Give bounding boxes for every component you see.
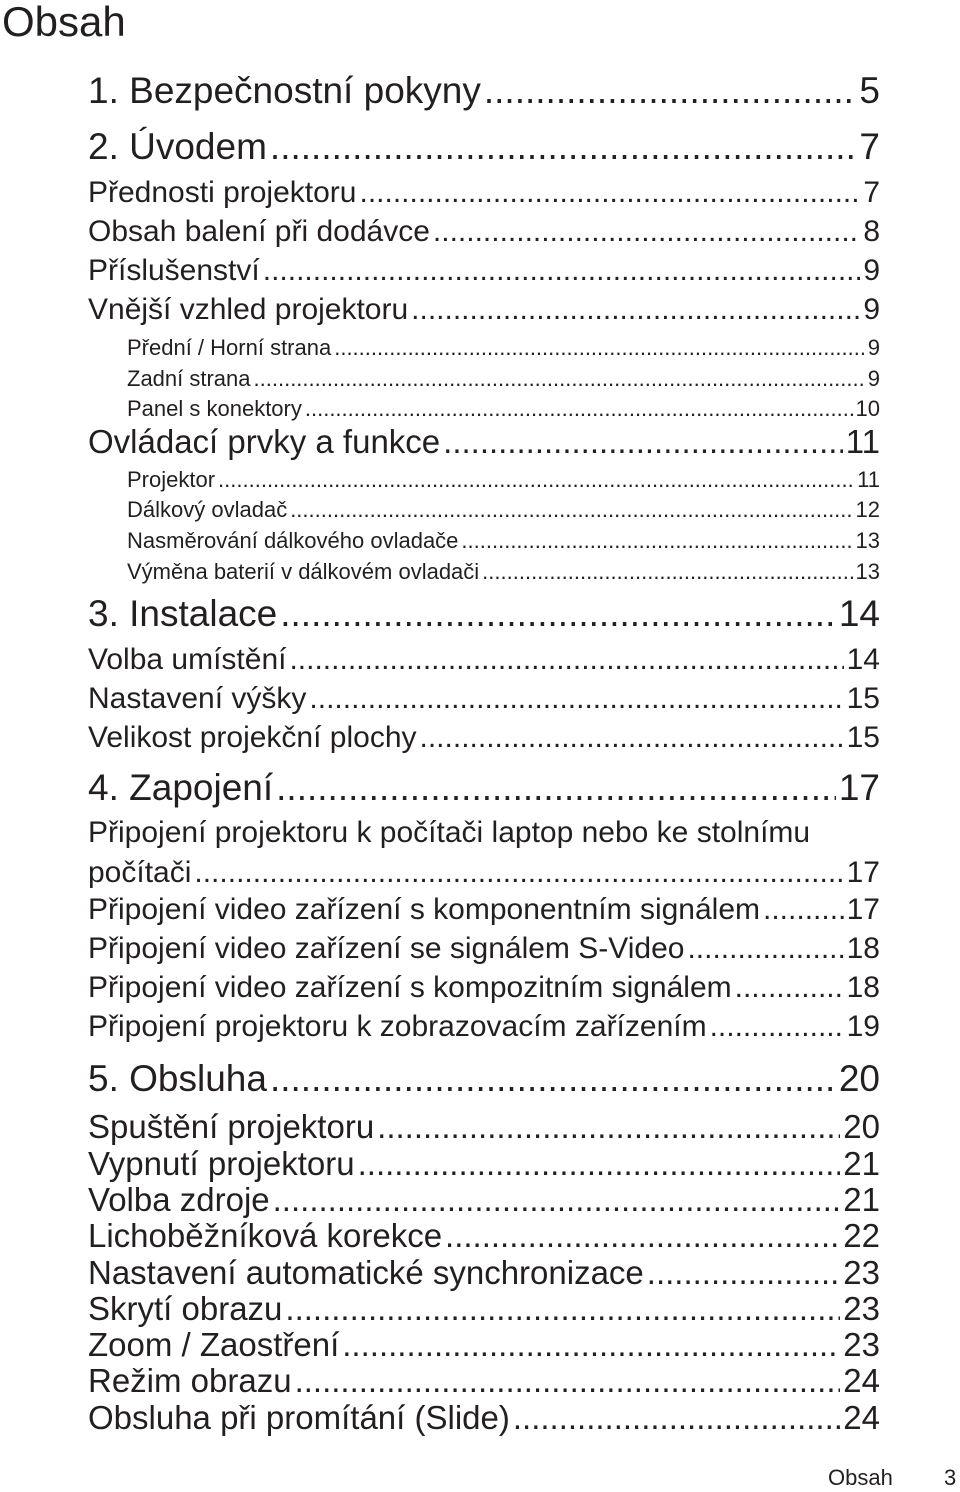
toc-entry-label: Spuštění projektoru <box>88 1108 375 1145</box>
toc-dot-leader <box>433 215 860 249</box>
toc-entry-page: 21 <box>843 1181 880 1218</box>
toc-entry-label: Přední / Horní strana <box>127 335 332 360</box>
toc-entry-page: 18 <box>846 971 880 1004</box>
toc-entry-page: 9 <box>867 366 880 391</box>
toc-entry-page: 15 <box>846 682 880 715</box>
toc-dot-leader <box>254 366 865 392</box>
toc-entry-zapojeni[interactable] <box>88 767 880 809</box>
toc-entry-continuation <box>88 853 880 893</box>
toc-entry-volba-umisteni[interactable] <box>88 643 880 677</box>
toc-entry-label: Zoom / Zaostření <box>88 1326 340 1363</box>
toc-entry-nasmerovani[interactable] <box>127 528 880 554</box>
toc-entry-page: 11 <box>845 423 880 460</box>
toc-entry-label: Přednosti projektoru <box>88 176 357 209</box>
toc-entry-vypnuti[interactable] <box>88 1145 880 1183</box>
toc-entry-komponentni[interactable] <box>88 893 880 927</box>
toc-entry-prislusenstvi[interactable] <box>88 254 880 288</box>
toc-entry-label: Příslušenství <box>88 254 260 287</box>
toc-entry-label: 5. Obsluha <box>88 1058 267 1099</box>
toc-entry-dalkovy-ovladac[interactable] <box>127 497 880 523</box>
toc-entry-label: Ovládací prvky a funkce <box>88 423 441 460</box>
toc-dot-leader <box>482 559 852 585</box>
toc-entry-label: Volba umístění <box>88 643 287 676</box>
toc-dot-leader <box>309 682 843 716</box>
toc-entry-ovladaci-prvky[interactable] <box>88 423 880 461</box>
toc-dot-leader <box>359 176 860 210</box>
toc-entry-page: 9 <box>863 293 880 326</box>
toc-entry-page: 23 <box>843 1254 880 1291</box>
toc-entry-label: Připojení video zařízení s kompozitním signálem <box>88 971 732 1004</box>
toc-entry-label: 4. Zapojení <box>88 767 274 808</box>
toc-entry-label: Nastavení automatické synchronizace <box>88 1254 644 1291</box>
toc-entry-vnejsi-vzhled[interactable] <box>88 293 880 327</box>
toc-dot-leader <box>290 497 852 523</box>
toc-dot-leader <box>295 1362 841 1400</box>
toc-dot-leader <box>377 1108 840 1146</box>
toc-entry-page: 17 <box>838 767 880 808</box>
toc-entry-page: 7 <box>859 126 880 167</box>
toc-entry-uvodem[interactable] <box>88 126 880 168</box>
toc-entry-page: 10 <box>855 396 880 421</box>
toc-dot-leader <box>735 971 844 1005</box>
toc-entry-label: Vypnutí projektoru <box>88 1145 355 1182</box>
toc-entry-page: 8 <box>863 215 880 248</box>
toc-entry-page: 11 <box>857 467 880 492</box>
toc-entry-page: 7 <box>863 176 880 209</box>
toc-entry-page: 14 <box>846 643 880 676</box>
toc-dot-leader <box>484 70 857 112</box>
page-title: Obsah <box>2 0 126 45</box>
footer-section-label: Obsah <box>828 1465 893 1490</box>
toc-entry-page: 13 <box>855 528 880 553</box>
toc-entry-synchronizace[interactable] <box>88 1254 880 1292</box>
toc-entry-volba-zdroje[interactable] <box>88 1181 880 1219</box>
toc-entry-page: 14 <box>838 593 880 634</box>
toc-entry-label-cont: počítači <box>88 856 192 889</box>
toc-dot-leader <box>445 1217 840 1255</box>
toc-dot-leader <box>305 396 853 422</box>
toc-entry-page: 13 <box>855 559 880 584</box>
toc-entry-page: 24 <box>843 1399 880 1436</box>
toc-dot-leader <box>263 254 861 288</box>
toc-entry-zobrazovaci-zarizeni[interactable] <box>88 1010 880 1044</box>
toc-entry-page: 22 <box>843 1217 880 1254</box>
toc-entry-page: 18 <box>846 932 880 965</box>
toc-entry-label: Připojení projektoru k zobrazovacím zařízením <box>88 1010 707 1043</box>
toc-entry-obsah-baleni[interactable] <box>88 215 880 249</box>
toc-dot-leader <box>647 1254 841 1292</box>
toc-entry-label: Skrytí obrazu <box>88 1290 283 1327</box>
toc-entry-predni-horni-strana[interactable] <box>127 335 880 361</box>
toc-dot-leader <box>513 1399 840 1437</box>
toc-entry-page: 21 <box>843 1145 880 1182</box>
toc-dot-leader <box>358 1145 841 1183</box>
toc-entry-label: Připojení projektoru k počítači laptop nebo ke stolnímu <box>88 816 811 849</box>
toc-entry-kompozitni[interactable] <box>88 971 880 1005</box>
toc-entry-page: 17 <box>846 856 880 889</box>
toc-entry-zoom[interactable] <box>88 1326 880 1364</box>
toc-entry-label: Připojení video zařízení se signálem S-Video <box>88 932 685 965</box>
toc-dot-leader <box>411 293 860 327</box>
toc-entry-pripojeni-pocitace[interactable] <box>88 813 894 893</box>
toc-entry-page: 5 <box>859 70 880 111</box>
toc-dot-leader <box>276 767 836 809</box>
toc-entry-page: 12 <box>855 497 880 522</box>
toc-entry-label: Zadní strana <box>127 366 251 391</box>
footer-page-number: 3 <box>944 1465 957 1490</box>
toc-dot-leader <box>420 721 844 755</box>
toc-entry-label: Velikost projekční plochy <box>88 721 417 754</box>
toc-entry-rezim-obrazu[interactable] <box>88 1362 880 1400</box>
toc-entry-label: Dálkový ovladač <box>127 497 288 522</box>
toc-dot-leader <box>280 593 836 635</box>
toc-entry-instalace[interactable] <box>88 593 880 635</box>
toc-dot-leader <box>218 467 854 493</box>
toc-entry-label: 2. Úvodem <box>88 126 267 167</box>
toc-entry-panel-s-konektory[interactable] <box>127 396 880 422</box>
toc-entry-slide[interactable] <box>88 1399 880 1437</box>
toc-entry-page: 20 <box>838 1058 880 1099</box>
toc-entry-label: Vnější vzhled projektoru <box>88 293 409 326</box>
toc-dot-leader <box>334 335 865 361</box>
toc-entry-page: 15 <box>846 721 880 754</box>
toc-entry-label: Nastavení výšky <box>88 682 307 715</box>
toc-entry-page: 20 <box>843 1108 880 1145</box>
toc-entry-label: Režim obrazu <box>88 1362 292 1399</box>
toc-entry-bezpecnostni-pokyny[interactable] <box>88 70 880 112</box>
toc-entry-label: Projektor <box>127 467 216 492</box>
toc-dot-leader <box>342 1326 840 1364</box>
toc-entry-label: Volba zdroje <box>88 1181 270 1218</box>
toc-entry-label: 3. Instalace <box>88 593 278 634</box>
toc-entry-page: 23 <box>843 1326 880 1363</box>
toc-entry-velikost-plochy[interactable] <box>88 721 880 755</box>
toc-entry-obsluha[interactable] <box>88 1058 880 1100</box>
toc-entry-s-video[interactable] <box>88 932 880 966</box>
toc-entry-projektor[interactable] <box>127 467 880 493</box>
toc-entry-prednosti-projektoru[interactable] <box>88 176 880 210</box>
toc-entry-label: Obsluha při promítání (Slide) <box>88 1399 510 1436</box>
toc-entry-nastaveni-vysky[interactable] <box>88 682 880 716</box>
toc-entry-page: 19 <box>846 1010 880 1043</box>
toc-dot-leader <box>763 893 844 927</box>
toc-entry-zadni-strana[interactable] <box>127 366 880 392</box>
toc-entry-label: Panel s konektory <box>127 396 302 421</box>
toc-entry-page: 9 <box>863 254 880 287</box>
toc-entry-label: Obsah balení při dodávce <box>88 215 430 248</box>
toc-entry-label: Připojení video zařízení s komponentním signálem <box>88 893 761 926</box>
toc-entry-label: 1. Bezpečnostní pokyny <box>88 70 481 111</box>
toc-entry-page: 24 <box>843 1362 880 1399</box>
toc-dot-leader <box>687 932 843 966</box>
toc-entry-page: 23 <box>843 1290 880 1327</box>
toc-dot-leader <box>443 423 843 461</box>
toc-entry-label: Nasměrování dálkového ovladače <box>127 528 459 553</box>
toc-dot-leader <box>710 1010 844 1044</box>
toc-entry-vymena-baterii[interactable] <box>127 559 880 585</box>
toc-entry-page: 17 <box>846 893 880 926</box>
toc-dot-leader <box>285 1290 840 1328</box>
toc-dot-leader <box>273 1181 841 1219</box>
toc-dot-leader <box>194 853 843 893</box>
toc-entry-spusteni[interactable] <box>88 1108 880 1146</box>
toc-entry-skryti-obrazu[interactable] <box>88 1290 880 1328</box>
toc-dot-leader <box>461 528 852 554</box>
toc-dot-leader <box>270 126 857 168</box>
toc-dot-leader <box>289 643 843 677</box>
toc-entry-lichobeznikova[interactable] <box>88 1217 880 1255</box>
toc-entry-label: Výměna baterií v dálkovém ovladači <box>127 559 480 584</box>
toc-entry-page: 9 <box>867 335 880 360</box>
toc-entry-label: Lichoběžníková korekce <box>88 1217 443 1254</box>
toc-dot-leader <box>270 1058 836 1100</box>
